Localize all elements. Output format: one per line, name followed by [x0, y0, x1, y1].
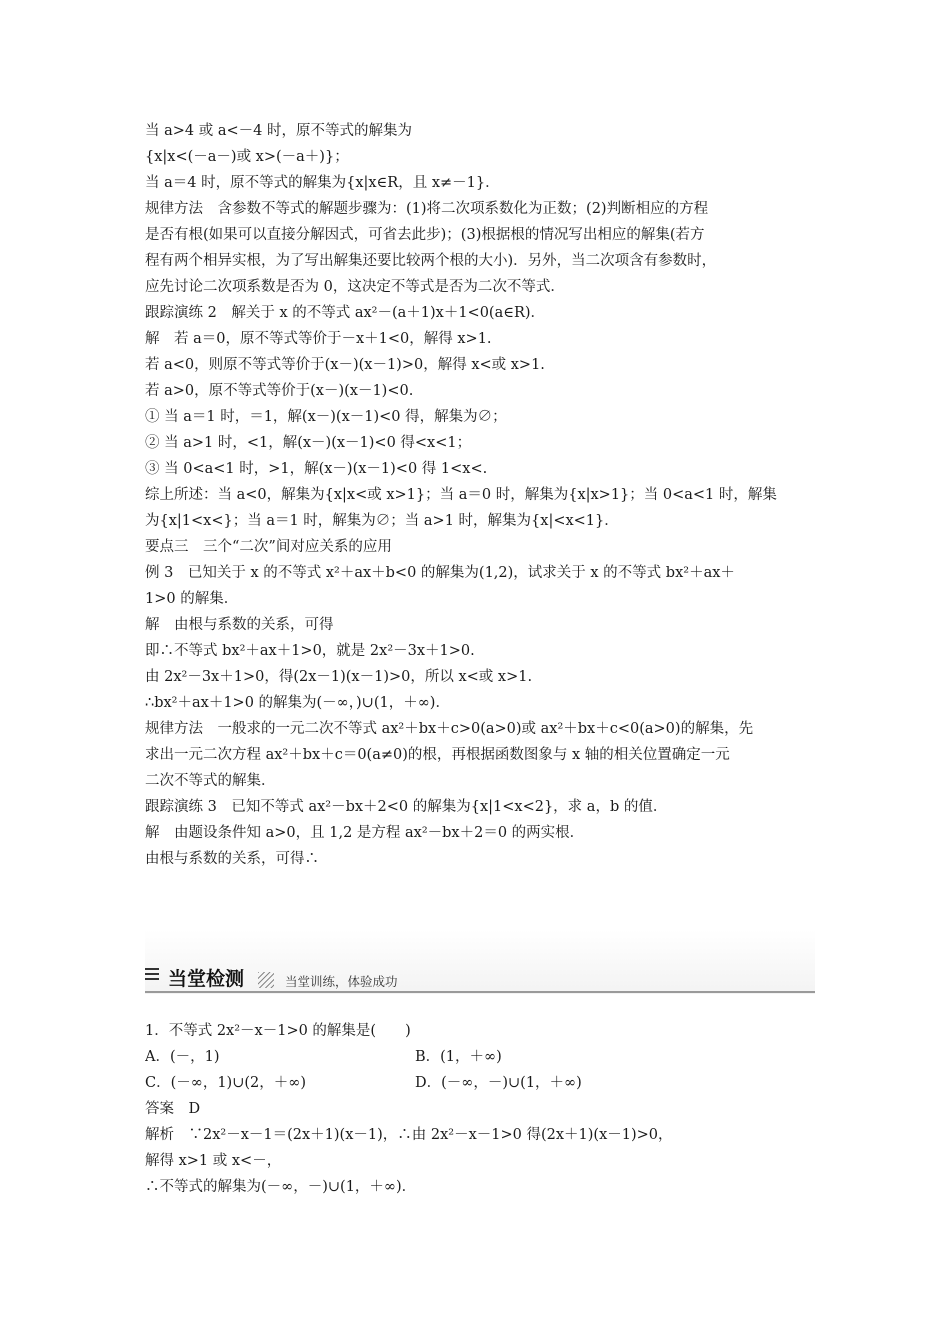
analysis-line: 解得 x>1 或 x<－，: [145, 1153, 282, 1169]
text-line: 解 由题设条件知 a>0，且 1,2 是方程 ax²－bx＋2＝0 的两实根．: [145, 825, 585, 841]
text-line: 解 由根与系数的关系，可得: [145, 617, 334, 633]
text-line: 若 a>0，原不等式等价于(x－)(x－1)<0.: [145, 383, 414, 399]
question-stem: 1．不等式 2x²－x－1>0 的解集是( ): [145, 1023, 411, 1039]
method-line: 应先讨论二次项系数是否为 0，这决定不等式是否为二次不等式．: [145, 279, 565, 295]
example-line: 例 3 已知关于 x 的不等式 x²＋ax＋b<0 的解集为(1,2)，试求关于 x 的不等式 bx²＋ax＋: [145, 565, 735, 581]
option-a: A．(－，1): [145, 1049, 220, 1065]
text-line: ∴bx²＋ax＋1>0 的解集为(－∞，)∪(1，＋∞)．: [145, 695, 450, 711]
banner-subtitle: 当堂训练，体验成功: [285, 974, 398, 989]
text-line: 解 若 a＝0，原不等式等价于－x＋1<0，解得 x>1.: [145, 331, 492, 347]
option-c: C．(－∞，1)∪(2，＋∞): [145, 1075, 306, 1091]
section-banner: [145, 930, 815, 994]
method-line: 规律方法 一般求的一元二次不等式 ax²＋bx＋c>0(a>0)或 ax²＋bx＋c<0(a>0)的解集，先: [145, 721, 754, 737]
method-line: 规律方法 含参数不等式的解题步骤为：(1)将二次项系数化为正数；(2)判断相应的方程: [145, 201, 709, 217]
solution-text: [145, 118, 815, 872]
hatch-icon: [258, 972, 274, 988]
text-line: 当 a>4 或 a<－4 时，原不等式的解集为: [145, 123, 412, 139]
text-line: 当 a＝4 时，原不等式的解集为{x|x∈R，且 x≠－1}．: [145, 175, 500, 191]
banner-divider: [145, 991, 815, 993]
case-line: ③ 当 0<a<1 时，>1，解(x－)(x－1)<0 得 1<x<.: [145, 461, 488, 477]
question-1: [145, 1018, 815, 1200]
banner-stripes-icon: [145, 968, 159, 986]
method-line: 二次不等式的解集．: [145, 773, 276, 789]
method-line: 是否有根(如果可以直接分解因式，可省去此步)；(3)根据根的情况写出相应的解集(若方: [145, 227, 705, 243]
answer-line: 答案 D: [145, 1101, 201, 1117]
example-line: 1>0 的解集．: [145, 591, 239, 607]
analysis-line: ∴不等式的解集为(－∞，－)∪(1，＋∞)．: [145, 1179, 417, 1195]
option-row: [145, 1044, 815, 1070]
summary-line: 为{x|1<x<}；当 a＝1 时，解集为∅；当 a>1 时，解集为{x|<x<1}．: [145, 513, 619, 529]
case-line: ① 当 a＝1 时，＝1，解(x－)(x－1)<0 得，解集为∅；: [145, 409, 507, 425]
banner-title: 当堂检测: [168, 968, 245, 990]
option-b: B．(1，＋∞): [415, 1049, 502, 1065]
option-d: D．(－∞，－)∪(1，＋∞): [415, 1075, 582, 1091]
option-row: [145, 1070, 815, 1096]
text-line: 即∴不等式 bx²＋ax＋1>0，就是 2x²－3x＋1>0.: [145, 643, 475, 659]
summary-line: 综上所述：当 a<0，解集为{x|x<或 x>1}；当 a＝0 时，解集为{x|x>1}；当 0<a<1 时，解集: [145, 487, 777, 503]
text-line: {x|x<(－a－)或 x>(－a＋)}；: [145, 149, 349, 165]
method-line: 求出一元二次方程 ax²＋bx＋c＝0(a≠0)的根，再根据函数图象与 x 轴的相关位置确定一元: [145, 747, 730, 763]
text-line: 若 a<0，则原不等式等价于(x－)(x－1)>0，解得 x<或 x>1.: [145, 357, 545, 373]
case-line: ② 当 a>1 时，<1，解(x－)(x－1)<0 得<x<1；: [145, 435, 472, 451]
method-line: 程有两个相异实根，为了写出解集还要比较两个根的大小)．另外，当二次项含有参数时，: [145, 253, 717, 269]
exercise-heading: 跟踪演练 2 解关于 x 的不等式 ax²－(a＋1)x＋1<0(a∈R)．: [145, 305, 546, 321]
analysis-line: 解析 ∵2x²－x－1＝(2x＋1)(x－1)，∴由 2x²－x－1>0 得(2x＋1)(x－1)>0，: [145, 1127, 673, 1143]
exercise-heading: 跟踪演练 3 已知不等式 ax²－bx＋2<0 的解集为{x|1<x<2}，求 a，b 的值．: [145, 799, 668, 815]
text-line: 由根与系数的关系，可得∴: [145, 851, 319, 867]
text-line: 由 2x²－3x＋1>0，得(2x－1)(x－1)>0，所以 x<或 x>1.: [145, 669, 533, 685]
section-heading: 要点三 三个“二次”间对应关系的应用: [145, 539, 392, 555]
